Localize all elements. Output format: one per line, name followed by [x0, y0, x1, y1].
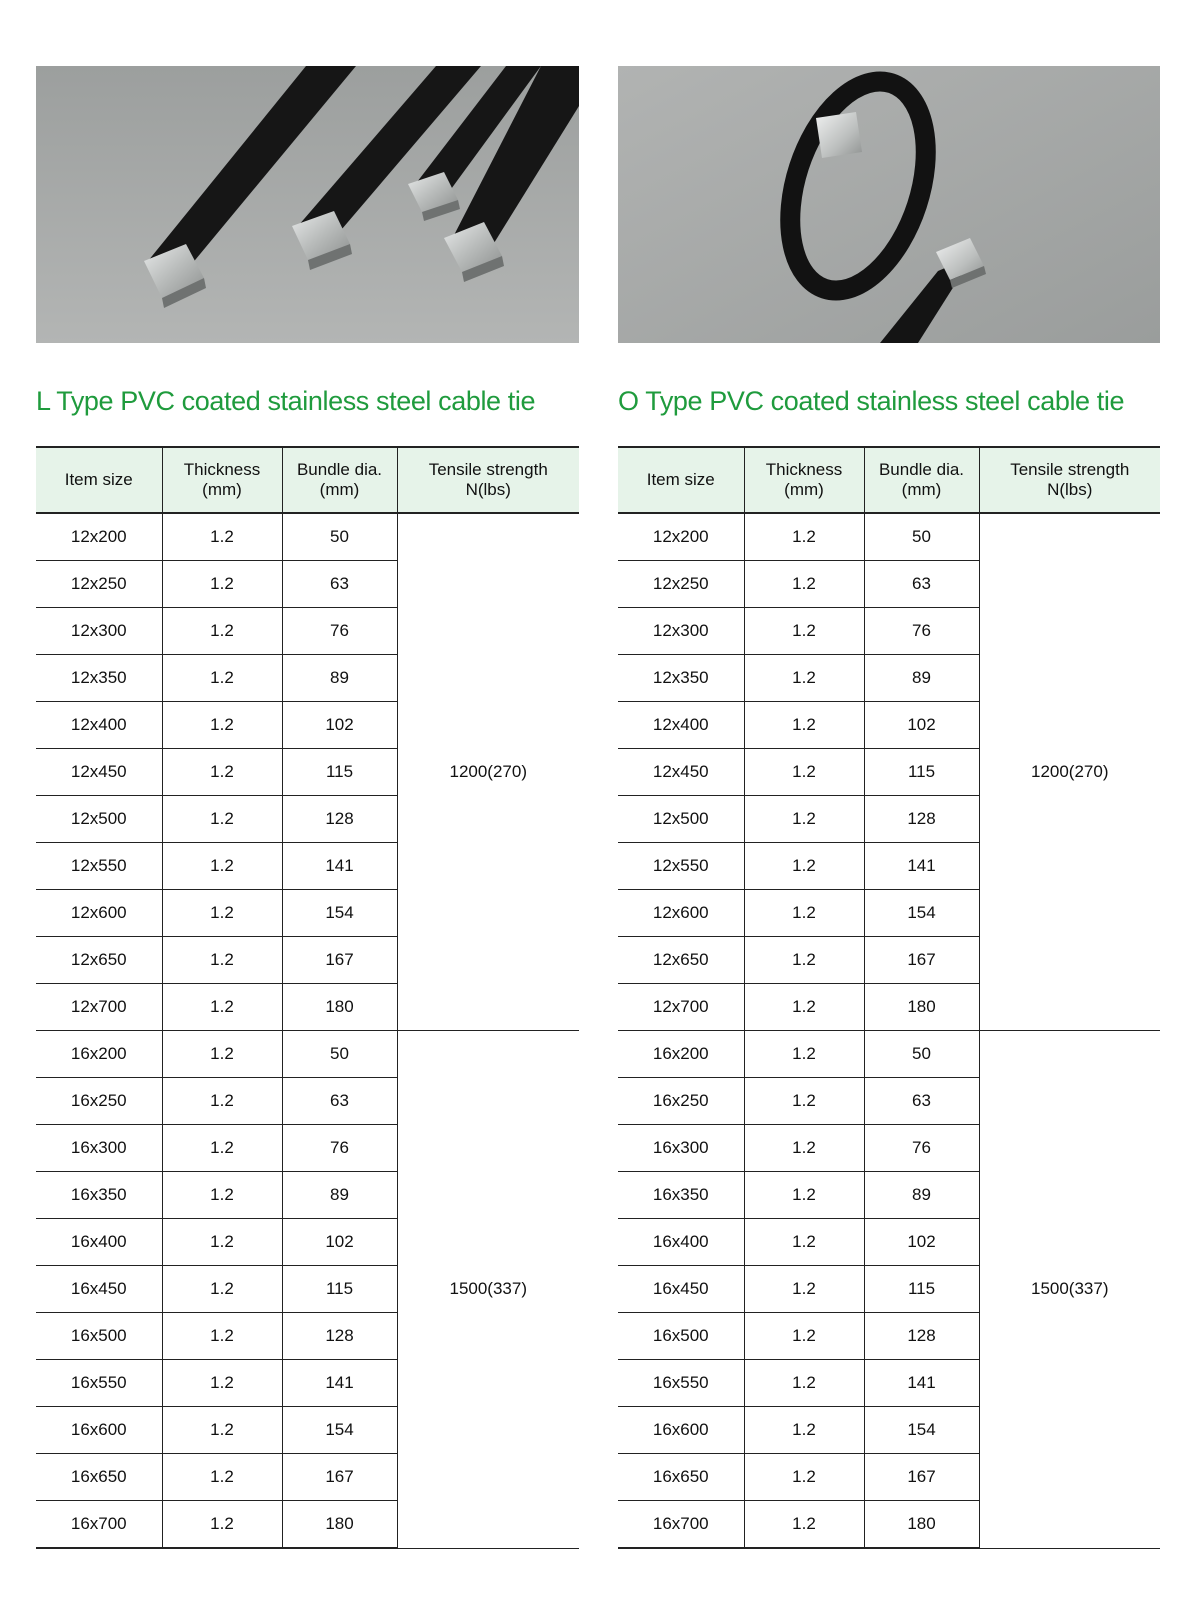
cell-item-size: 12x300 — [618, 608, 744, 655]
cell-thickness: 1.2 — [162, 749, 282, 796]
header-bundle-dia-unit: (mm) — [901, 480, 942, 499]
cell-item-size: 12x500 — [618, 796, 744, 843]
cell-item-size: 12x650 — [36, 937, 162, 984]
cell-thickness: 1.2 — [744, 843, 864, 890]
cell-thickness: 1.2 — [744, 702, 864, 749]
cell-item-size: 12x400 — [618, 702, 744, 749]
cell-item-size: 16x450 — [618, 1266, 744, 1313]
header-thickness — [744, 447, 864, 513]
cell-thickness: 1.2 — [744, 1501, 864, 1549]
cell-bundle-dia: 154 — [282, 1407, 397, 1454]
cell-bundle-dia: 63 — [282, 561, 397, 608]
cell-item-size: 12x450 — [36, 749, 162, 796]
cell-item-size: 12x600 — [618, 890, 744, 937]
table-row — [618, 513, 1160, 561]
cell-thickness: 1.2 — [744, 749, 864, 796]
cell-thickness: 1.2 — [744, 1313, 864, 1360]
cell-item-size: 16x350 — [36, 1172, 162, 1219]
cell-thickness: 1.2 — [162, 890, 282, 937]
cell-item-size: 12x250 — [618, 561, 744, 608]
cell-thickness: 1.2 — [162, 1360, 282, 1407]
cell-bundle-dia: 167 — [282, 1454, 397, 1501]
cell-item-size: 16x200 — [618, 1031, 744, 1078]
l-type-title: L Type PVC coated stainless steel cable tie — [36, 386, 536, 416]
cell-bundle-dia: 102 — [864, 1219, 979, 1266]
cell-thickness: 1.2 — [744, 796, 864, 843]
cell-thickness: 1.2 — [162, 1172, 282, 1219]
header-thickness-unit: (mm) — [202, 480, 242, 499]
cell-item-size: 16x700 — [36, 1501, 162, 1549]
o-type-title: O Type PVC coated stainless steel cable tie — [618, 386, 1125, 416]
cell-thickness: 1.2 — [744, 1219, 864, 1266]
table-body — [618, 513, 1160, 1548]
header-tensile-strength-label: Tensile strength — [428, 460, 548, 479]
cell-bundle-dia: 50 — [282, 1031, 397, 1078]
cell-thickness: 1.2 — [744, 513, 864, 561]
cell-bundle-dia: 167 — [864, 937, 979, 984]
cell-bundle-dia: 89 — [282, 1172, 397, 1219]
cell-thickness: 1.2 — [162, 1313, 282, 1360]
cell-thickness: 1.2 — [162, 1407, 282, 1454]
cell-thickness: 1.2 — [744, 937, 864, 984]
cell-thickness: 1.2 — [162, 843, 282, 890]
ring-buckle — [816, 112, 862, 158]
cell-item-size: 12x250 — [36, 561, 162, 608]
cell-bundle-dia: 76 — [282, 1125, 397, 1172]
cell-bundle-dia: 167 — [282, 937, 397, 984]
cell-thickness: 1.2 — [162, 702, 282, 749]
cell-bundle-dia: 102 — [864, 702, 979, 749]
cell-bundle-dia: 50 — [282, 513, 397, 561]
cell-bundle-dia: 115 — [282, 1266, 397, 1313]
cell-item-size: 16x450 — [36, 1266, 162, 1313]
cell-bundle-dia: 115 — [864, 1266, 979, 1313]
cell-item-size: 12x700 — [618, 984, 744, 1031]
cell-item-size: 16x250 — [618, 1078, 744, 1125]
cell-bundle-dia: 141 — [282, 1360, 397, 1407]
cell-thickness: 1.2 — [744, 655, 864, 702]
cell-bundle-dia: 180 — [864, 984, 979, 1031]
cell-bundle-dia: 89 — [864, 655, 979, 702]
cell-item-size: 16x650 — [618, 1454, 744, 1501]
o-type-spec-table — [618, 446, 1160, 1549]
cell-thickness: 1.2 — [162, 1125, 282, 1172]
l-type-cable-tie-photo-icon — [36, 66, 579, 343]
cell-item-size: 12x200 — [618, 513, 744, 561]
cell-thickness: 1.2 — [744, 1031, 864, 1078]
o-type-cable-tie-photo-icon — [618, 66, 1160, 343]
cell-item-size: 16x400 — [36, 1219, 162, 1266]
cell-item-size: 16x300 — [36, 1125, 162, 1172]
cell-item-size: 16x500 — [618, 1313, 744, 1360]
cell-item-size: 12x350 — [36, 655, 162, 702]
header-bundle-dia-label: Bundle dia. — [296, 460, 383, 479]
cell-bundle-dia: 89 — [282, 655, 397, 702]
header-tensile-strength — [979, 447, 1160, 513]
cell-bundle-dia: 141 — [864, 1360, 979, 1407]
cell-thickness: 1.2 — [744, 1266, 864, 1313]
cell-bundle-dia: 128 — [282, 796, 397, 843]
cell-bundle-dia: 50 — [864, 1031, 979, 1078]
cell-thickness: 1.2 — [162, 1454, 282, 1501]
cell-thickness: 1.2 — [744, 1172, 864, 1219]
cell-bundle-dia: 154 — [864, 1407, 979, 1454]
table-row — [618, 1031, 1160, 1078]
cell-tensile-strength: 1500(337) — [397, 1031, 579, 1549]
cell-bundle-dia: 128 — [864, 796, 979, 843]
cell-item-size: 16x500 — [36, 1313, 162, 1360]
cell-thickness: 1.2 — [162, 984, 282, 1031]
cell-thickness: 1.2 — [744, 1125, 864, 1172]
cell-bundle-dia: 115 — [282, 749, 397, 796]
cell-thickness: 1.2 — [162, 1078, 282, 1125]
cell-bundle-dia: 63 — [864, 1078, 979, 1125]
cell-item-size: 16x250 — [36, 1078, 162, 1125]
cell-bundle-dia: 50 — [864, 513, 979, 561]
cell-bundle-dia: 180 — [282, 984, 397, 1031]
l-type-product-photo — [36, 66, 579, 343]
cell-thickness: 1.2 — [162, 608, 282, 655]
cell-thickness: 1.2 — [744, 1454, 864, 1501]
cell-thickness: 1.2 — [162, 796, 282, 843]
cell-item-size: 12x550 — [618, 843, 744, 890]
header-tensile-strength-label: Tensile strength — [1010, 460, 1130, 479]
cell-bundle-dia: 63 — [282, 1078, 397, 1125]
table-header-row — [36, 447, 579, 513]
header-bundle-dia — [864, 447, 979, 513]
header-bundle-dia-unit: (mm) — [319, 480, 360, 499]
cell-item-size: 16x650 — [36, 1454, 162, 1501]
cell-bundle-dia: 154 — [864, 890, 979, 937]
cell-bundle-dia: 89 — [864, 1172, 979, 1219]
cell-item-size: 16x600 — [36, 1407, 162, 1454]
cell-thickness: 1.2 — [162, 1219, 282, 1266]
cell-item-size: 12x200 — [36, 513, 162, 561]
cell-bundle-dia: 167 — [864, 1454, 979, 1501]
cell-item-size: 16x700 — [618, 1501, 744, 1549]
cell-item-size: 16x400 — [618, 1219, 744, 1266]
header-tensile-strength-unit: N(lbs) — [465, 480, 511, 499]
header-thickness-label: Thickness — [183, 460, 261, 479]
cell-thickness: 1.2 — [744, 561, 864, 608]
cell-item-size: 12x550 — [36, 843, 162, 890]
cell-thickness: 1.2 — [162, 1266, 282, 1313]
cell-thickness: 1.2 — [744, 1360, 864, 1407]
cell-bundle-dia: 141 — [282, 843, 397, 890]
l-type-spec-table — [36, 446, 579, 1549]
cell-tensile-strength: 1200(270) — [397, 513, 579, 1031]
cell-item-size: 16x550 — [36, 1360, 162, 1407]
cell-bundle-dia: 76 — [864, 608, 979, 655]
cell-item-size: 16x300 — [618, 1125, 744, 1172]
cell-thickness: 1.2 — [162, 937, 282, 984]
table-row — [36, 1031, 579, 1078]
header-bundle-dia — [282, 447, 397, 513]
cell-thickness: 1.2 — [162, 513, 282, 561]
header-thickness-label: Thickness — [765, 460, 843, 479]
table-header-row — [618, 447, 1160, 513]
cell-bundle-dia: 154 — [282, 890, 397, 937]
cell-bundle-dia: 141 — [864, 843, 979, 890]
header-item-size: Item size — [36, 447, 162, 513]
cell-bundle-dia: 128 — [864, 1313, 979, 1360]
cell-item-size: 12x700 — [36, 984, 162, 1031]
cell-bundle-dia: 76 — [282, 608, 397, 655]
cell-thickness: 1.2 — [744, 1078, 864, 1125]
cell-bundle-dia: 115 — [864, 749, 979, 796]
cell-item-size: 12x600 — [36, 890, 162, 937]
header-bundle-dia-label: Bundle dia. — [878, 460, 965, 479]
cell-thickness: 1.2 — [162, 1031, 282, 1078]
cell-bundle-dia: 102 — [282, 702, 397, 749]
cell-item-size: 12x650 — [618, 937, 744, 984]
cell-bundle-dia: 76 — [864, 1125, 979, 1172]
cell-item-size: 16x550 — [618, 1360, 744, 1407]
cell-thickness: 1.2 — [162, 561, 282, 608]
cell-item-size: 12x350 — [618, 655, 744, 702]
header-item-size: Item size — [618, 447, 744, 513]
cell-bundle-dia: 180 — [864, 1501, 979, 1549]
cell-item-size: 16x600 — [618, 1407, 744, 1454]
cell-thickness: 1.2 — [162, 655, 282, 702]
cell-tensile-strength: 1500(337) — [979, 1031, 1160, 1549]
cell-thickness: 1.2 — [744, 890, 864, 937]
cell-item-size: 12x300 — [36, 608, 162, 655]
o-type-product-photo — [618, 66, 1160, 343]
header-thickness — [162, 447, 282, 513]
cell-item-size: 12x450 — [618, 749, 744, 796]
cell-item-size: 16x200 — [36, 1031, 162, 1078]
table-row — [36, 513, 579, 561]
cell-thickness: 1.2 — [744, 984, 864, 1031]
cell-thickness: 1.2 — [744, 608, 864, 655]
cell-tensile-strength: 1200(270) — [979, 513, 1160, 1031]
header-thickness-unit: (mm) — [784, 480, 824, 499]
cell-bundle-dia: 63 — [864, 561, 979, 608]
table-body — [36, 513, 579, 1548]
cell-bundle-dia: 102 — [282, 1219, 397, 1266]
header-tensile-strength-unit: N(lbs) — [1047, 480, 1093, 499]
cell-item-size: 12x400 — [36, 702, 162, 749]
cell-thickness: 1.2 — [744, 1407, 864, 1454]
cell-item-size: 16x350 — [618, 1172, 744, 1219]
cell-bundle-dia: 128 — [282, 1313, 397, 1360]
header-tensile-strength — [397, 447, 579, 513]
cell-thickness: 1.2 — [162, 1501, 282, 1549]
cell-item-size: 12x500 — [36, 796, 162, 843]
cell-bundle-dia: 180 — [282, 1501, 397, 1549]
